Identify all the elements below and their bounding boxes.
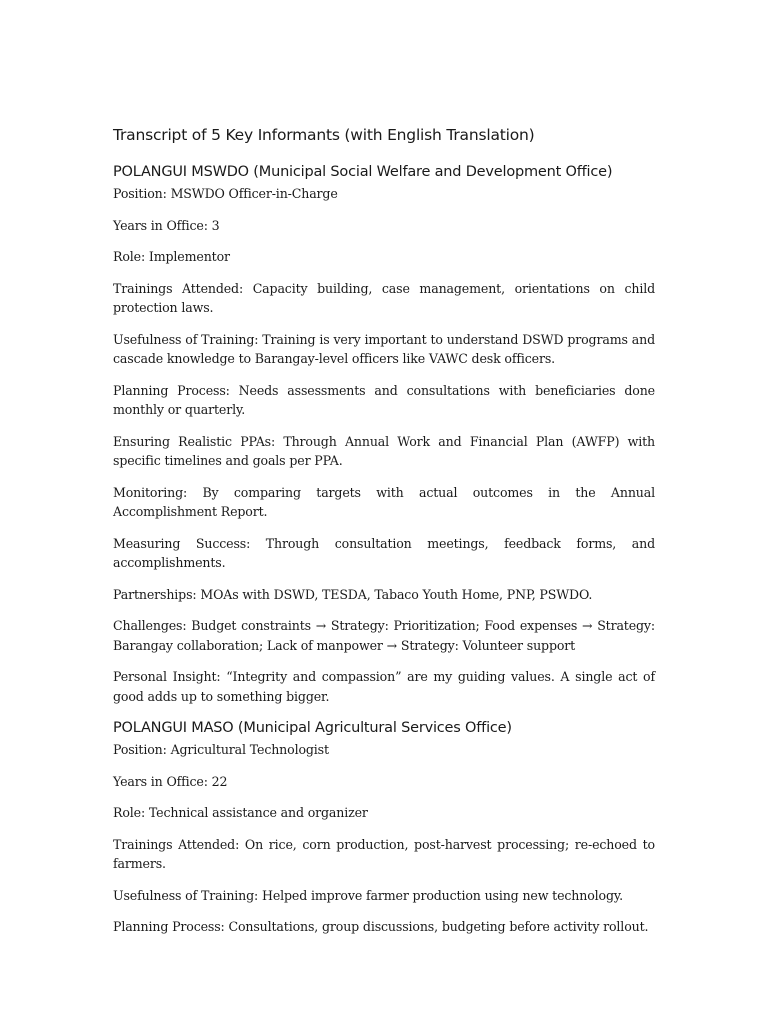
paragraph-monitoring: Monitoring: By comparing targets with actual outcomes in the Annual Accomplishment Report. xyxy=(113,484,655,519)
section-mswdo xyxy=(113,162,655,706)
section-maso xyxy=(113,718,655,937)
section-heading: POLANGUI MASO (Municipal Agricultural Services Office) xyxy=(113,720,512,736)
paragraph-role: Role: Implementor xyxy=(113,249,230,264)
paragraph-position: Position: Agricultural Technologist xyxy=(113,742,329,757)
paragraph-trainings-attended: Trainings Attended: Capacity building, case management, orientations on child protection laws. xyxy=(113,280,655,315)
paragraph-measuring-success: Measuring Success: Through consultation meetings, feedback forms, and accomplishments. xyxy=(113,535,655,570)
paragraph-partnerships: Partnerships: MOAs with DSWD, TESDA, Tabaco Youth Home, PNP, PSWDO. xyxy=(113,586,593,602)
paragraph-usefulness-of-training: Usefulness of Training: Training is very important to understand DSWD programs and cascade knowledge to Barangay-level officers like VAWC desk officers. xyxy=(113,331,655,366)
section-heading: POLANGUI MSWDO (Municipal Social Welfare and Development Office) xyxy=(113,164,613,180)
paragraph-planning-process: Planning Process: Consultations, group discussions, budgeting before activity rollout. xyxy=(113,919,649,934)
paragraph-years-in-office: Years in Office: 3 xyxy=(113,217,220,233)
paragraph-usefulness-of-training: Usefulness of Training: Helped improve farmer production using new technology. xyxy=(113,887,624,903)
document-title: Transcript of 5 Key Informants (with English Translation) xyxy=(113,126,535,144)
paragraph-trainings-attended: Trainings Attended: On rice, corn production, post-harvest processing; re-echoed to farmers. xyxy=(113,836,655,871)
paragraph-years-in-office: Years in Office: 22 xyxy=(113,773,228,789)
paragraph-role: Role: Technical assistance and organizer xyxy=(113,805,368,820)
paragraph-personal-insight: Personal Insight: “Integrity and compassion” are my guiding values. A single act of good adds up to something bigger. xyxy=(113,669,655,704)
paragraph-position: Position: MSWDO Officer-in-Charge xyxy=(113,186,338,201)
document-page xyxy=(113,124,655,949)
paragraph-planning-process: Planning Process: Needs assessments and consultations with beneficiaries done monthly or quarterly. xyxy=(113,382,655,417)
paragraph-ensuring-realistic-ppas: Ensuring Realistic PPAs: Through Annual Work and Financial Plan (AWFP) with specific timelines and goals per PPA. xyxy=(113,433,655,468)
paragraph-challenges: Challenges: Budget constraints → Strategy: Prioritization; Food expenses → Strategy: Barangay collaboration; Lack of manpower → Strategy: Volunteer support xyxy=(113,618,655,653)
